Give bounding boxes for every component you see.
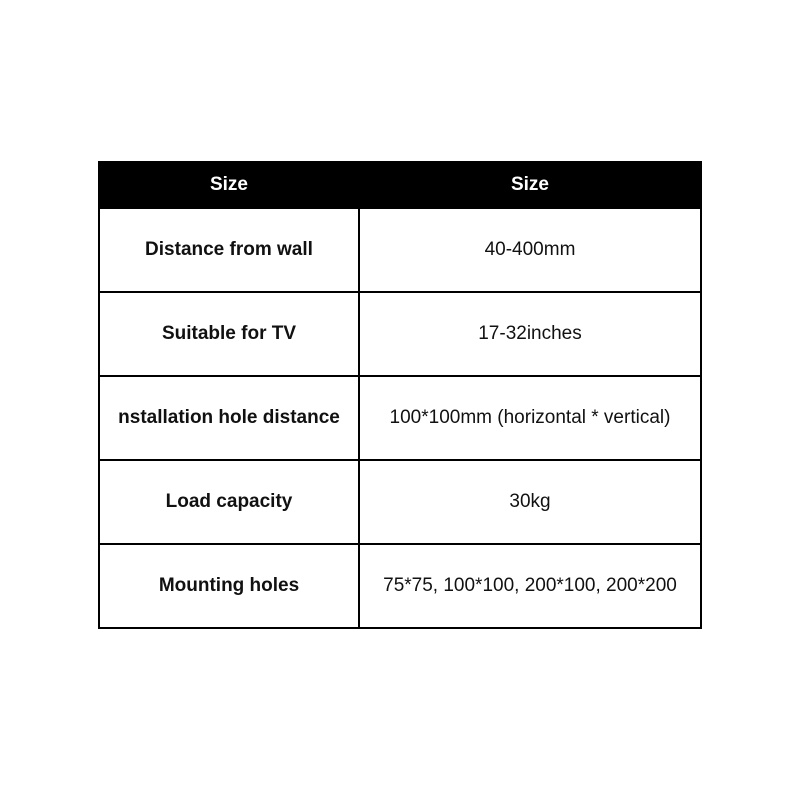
- table-body: [99, 208, 701, 628]
- table-row: [99, 376, 701, 460]
- row-label: Mounting holes: [99, 544, 359, 628]
- table-row: [99, 544, 701, 628]
- row-value: 40-400mm: [359, 208, 701, 292]
- row-value: 17-32inches: [359, 292, 701, 376]
- header-row: [99, 162, 701, 208]
- row-value: 30kg: [359, 460, 701, 544]
- table-row: [99, 208, 701, 292]
- spec-table: [98, 161, 702, 629]
- row-label: Distance from wall: [99, 208, 359, 292]
- row-value: 100*100mm (horizontal * vertical): [359, 376, 701, 460]
- row-label: Load capacity: [99, 460, 359, 544]
- table-row: [99, 460, 701, 544]
- table-row: [99, 292, 701, 376]
- row-label: nstallation hole distance: [99, 376, 359, 460]
- row-label: Suitable for TV: [99, 292, 359, 376]
- header-cell-left: Size: [99, 162, 359, 208]
- table-header: [99, 162, 701, 208]
- row-value: 75*75, 100*100, 200*100, 200*200: [359, 544, 701, 628]
- header-cell-right: Size: [359, 162, 701, 208]
